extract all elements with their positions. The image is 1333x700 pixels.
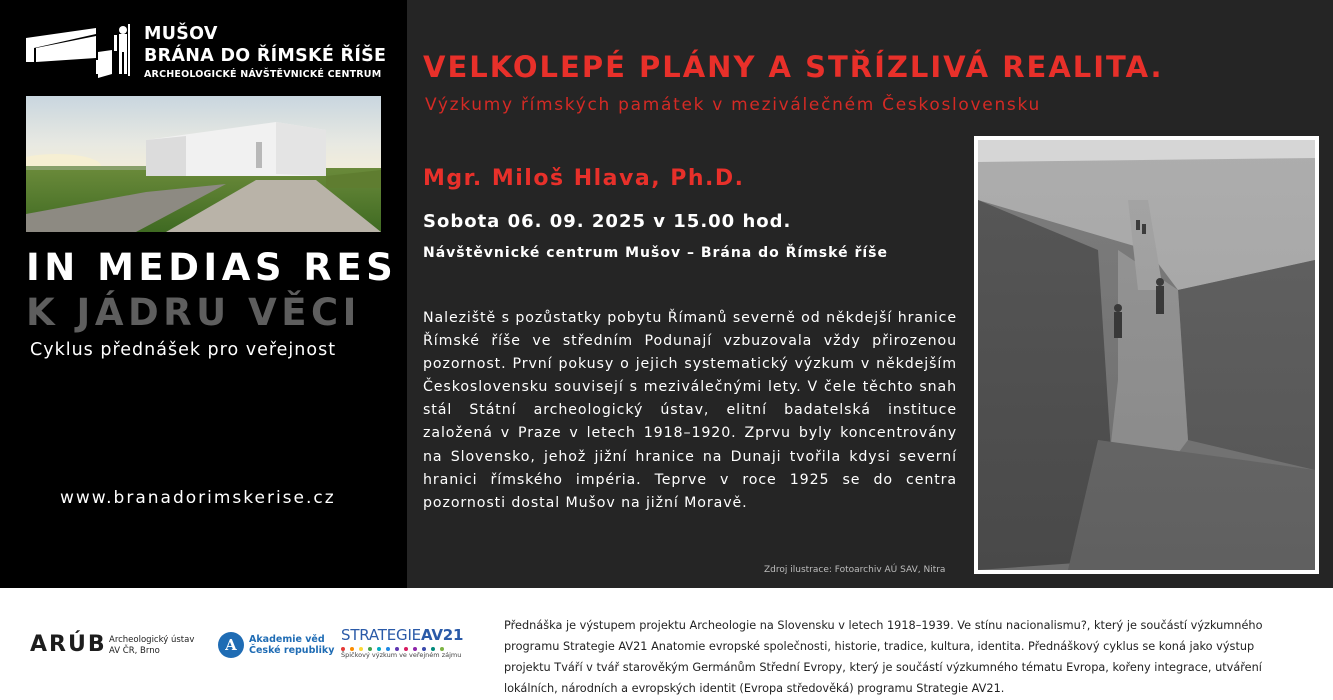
left-panel: [0, 0, 407, 588]
av21-prefix: STRATEGIE: [341, 626, 421, 644]
photo-credit: Zdroj ilustrace: Fotoarchiv AÚ SAV, Nitra: [764, 565, 946, 575]
avcr-text-line2: České republiky: [249, 645, 335, 656]
project-footnote: Přednáška je výstupem projektu Archeologie na Slovensku v letech 1918–1939. Ve stínu nacionalismu?, který je součástí výzkumného programu Strategie AV21 Anatomie evropské společnosti, historie, tradice, kultura, identita. Přednáškový cyklus se koná jako výstup projektu Tváří v tvář starověkým Germánům Střední Evropy, který je součástí výzkumného tématu Evropa, kořeny integrace, utváření lokálních, národních a evropských identit (Evropa středověká) programu Strategie AV21.: [504, 619, 1263, 695]
arub-logo: [30, 632, 205, 662]
brand-subtitle: ARCHEOLOGICKÉ NÁVŠTĚVNICKÉ CENTRUM: [144, 69, 382, 80]
lecture-title: VELKOLEPÉ PLÁNY A STŘÍZLIVÁ REALITA.: [423, 50, 1164, 84]
right-panel: [407, 0, 1333, 588]
footer: [0, 588, 1333, 700]
brand-name-line2: BRÁNA DO ŘÍMSKÉ ŘÍŠE: [144, 46, 387, 66]
brand-name-line1: MUŠOV: [144, 24, 218, 44]
avcr-text-line1: Akademie věd: [249, 634, 325, 645]
series-description: Cyklus přednášek pro veřejnost: [30, 340, 337, 360]
arub-mark-icon: ARÚB: [30, 632, 107, 657]
av21-wordmark: [341, 626, 463, 644]
speaker-name: Mgr. Miloš Hlava, Ph.D.: [423, 166, 745, 191]
lecture-subtitle: Výzkumy římských památek v meziválečném Československu: [425, 95, 1041, 115]
excavation-photo: [974, 136, 1319, 574]
series-title: IN MEDIAS RES: [26, 246, 398, 289]
lecture-description: Naleziště s pozůstatky pobytu Římanů severně od někdejší hranice Římské říše ve středním Podunají vzbuzovala vždy přirozenou pozornost. První pokusy o jejich systematický výzkum v někdejším Československu souvisejí s meziválečnými lety. V čele těchto snah stál Státní archeologický ústav, elitní badatelská instituce založená v Praze v letech 1918–1920. Zprvu byly koncentrovány na Slovensko, jehož jižní hranice na Dunaji tvořila kdysi severní hranici římského impéria. Teprve v roce 1925 se do centra pozornosti dostal Mušov na jižní Moravě.: [423, 310, 957, 511]
strategie-av21-logo: [341, 626, 464, 666]
brand-header: [26, 22, 386, 84]
avcr-logo: [218, 630, 335, 664]
visitor-center-photo: [26, 96, 381, 232]
av21-tagline: Špičkový výzkum ve veřejném zájmu: [341, 651, 462, 659]
arub-text-line1: Archeologický ústav: [109, 635, 195, 645]
arub-text-line2: AV ČR, Brno: [109, 646, 160, 656]
series-subtitle: K JÁDRU VĚCI: [26, 291, 361, 334]
av21-suffix: AV21: [420, 626, 464, 644]
avcr-emblem-icon: A: [218, 632, 244, 658]
museum-logo-icon: [26, 22, 138, 82]
lecture-datetime: Sobota 06. 09. 2025 v 15.00 hod.: [423, 211, 792, 232]
lecture-venue: Návštěvnické centrum Mušov – Brána do Římské říše: [423, 245, 888, 261]
website-link[interactable]: www.branadorimskerise.cz: [60, 488, 336, 508]
